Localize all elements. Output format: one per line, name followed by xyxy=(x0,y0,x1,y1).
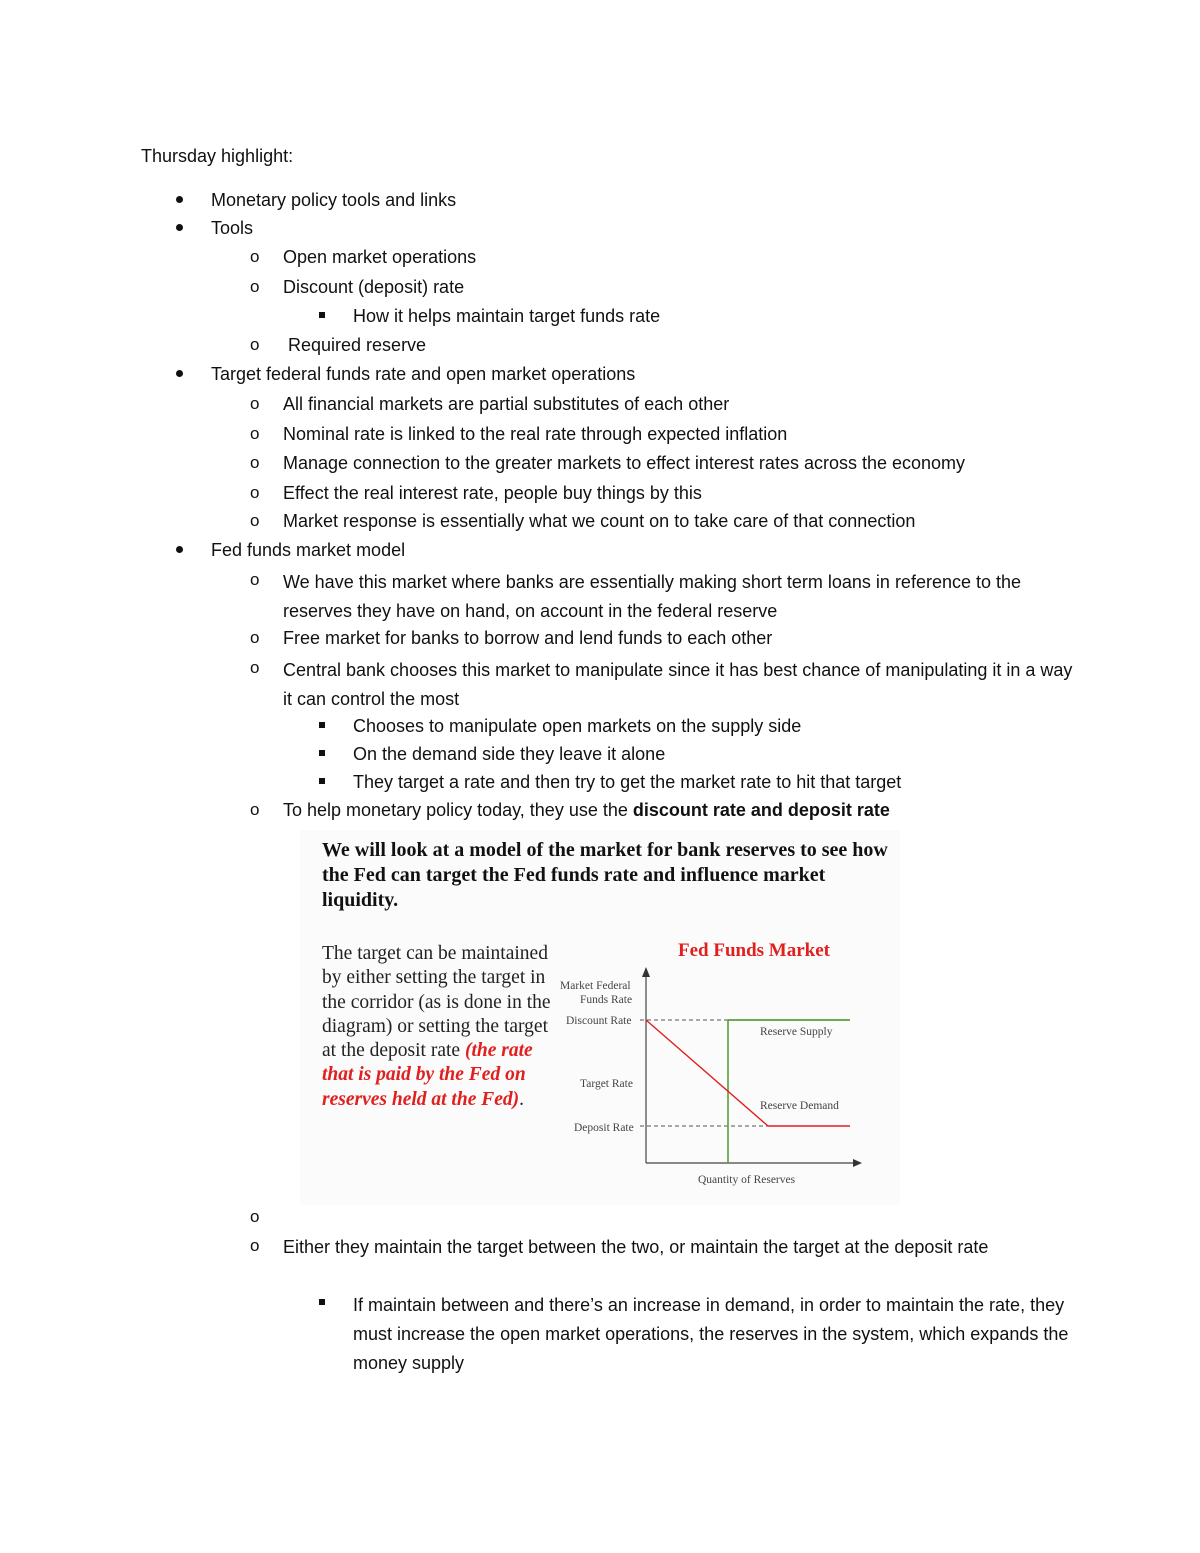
list-item: We have this market where banks are essentially making short term loans in reference to the reserves they have on hand, on account in the federal reserve xyxy=(283,572,1022,621)
list-item: All financial markets are partial substitutes of each other xyxy=(283,394,730,414)
bullet-icon xyxy=(176,196,183,203)
bullet-icon xyxy=(319,778,325,784)
x-axis-label: Quantity of Reserves xyxy=(698,1174,796,1186)
list-item: Either they maintain the target between the two, or maintain the target at the deposit rate xyxy=(283,1237,989,1257)
list-item: If maintain between and there’s an increase in demand, in order to maintain the rate, they must increase the open market operations, the reserves in the system, which expands the money supply xyxy=(353,1295,1069,1373)
bullet-icon: o xyxy=(250,570,260,589)
list-item: Free market for banks to borrow and lend funds to each other xyxy=(283,628,773,648)
bullet-icon: o xyxy=(250,277,260,296)
bullet-icon xyxy=(176,546,183,553)
list-item: On the demand side they leave it alone xyxy=(353,744,666,764)
figure-body-text xyxy=(322,942,557,1112)
target-rate-label: Target Rate xyxy=(580,1078,633,1090)
bullet-icon xyxy=(176,370,183,377)
list-item xyxy=(283,798,890,822)
bullet-icon xyxy=(319,750,325,756)
list-item: Central bank chooses this market to manipulate since it has best chance of manipulating it in a way it can control the most xyxy=(283,660,1073,709)
figure-body-plain: The target can be maintained by either setting the target in the corridor (as is done in the diagram) or setting the target at the deposit rate xyxy=(322,943,551,1062)
reserve-demand-label: Reserve Demand xyxy=(760,1100,839,1112)
x-axis-arrow-icon xyxy=(853,1159,862,1167)
bullet-icon: o xyxy=(250,800,260,819)
page-heading: Thursday highlight: xyxy=(141,146,294,166)
list-item: They target a rate and then try to get the market rate to hit that target xyxy=(353,772,902,792)
bullet-icon xyxy=(319,312,325,318)
bullet-icon: o xyxy=(250,658,260,677)
list-item: Monetary policy tools and links xyxy=(211,190,457,210)
y-axis-arrow-icon xyxy=(642,967,650,977)
list-item: Required reserve xyxy=(288,335,427,355)
list-item-text: To help monetary policy today, they use the xyxy=(283,800,633,820)
bullet-icon xyxy=(319,1299,325,1305)
bullet-icon: o xyxy=(250,453,260,472)
list-item: Chooses to manipulate open markets on the supply side xyxy=(353,716,802,736)
list-item: Open market operations xyxy=(283,247,477,267)
bullet-icon: o xyxy=(250,1236,260,1255)
figure-heading: We will look at a model of the market for bank reserves to see how the Fed can target the Fed funds rate and influence market liquidity. xyxy=(322,839,888,911)
bullet-icon: o xyxy=(250,1207,260,1226)
y-axis-label-line2: Funds Rate xyxy=(580,994,633,1006)
bullet-icon: o xyxy=(250,511,260,530)
list-item: Target federal funds rate and open market operations xyxy=(211,364,636,384)
reserve-supply-label: Reserve Supply xyxy=(760,1026,833,1038)
bullet-icon: o xyxy=(250,247,260,266)
list-item: Fed funds market model xyxy=(211,540,406,560)
bullet-icon: o xyxy=(250,394,260,413)
list-item: How it helps maintain target funds rate xyxy=(353,306,661,326)
list-item: Effect the real interest rate, people buy things by this xyxy=(283,483,702,503)
bullet-icon: o xyxy=(250,628,260,647)
bullet-icon: o xyxy=(250,424,260,443)
list-item: Discount (deposit) rate xyxy=(283,277,465,297)
list-item-bold-text: discount rate and deposit rate xyxy=(632,800,890,820)
list-item: Market response is essentially what we count on to take care of that connection xyxy=(283,511,916,531)
list-item: Tools xyxy=(211,218,254,238)
bullet-icon: o xyxy=(250,335,260,354)
bullet-icon xyxy=(319,722,325,728)
figure-body-end: . xyxy=(519,1088,525,1110)
fed-funds-chart xyxy=(550,965,870,1195)
y-axis-label-line1: Market Federal xyxy=(560,980,631,992)
list-item: Nominal rate is linked to the real rate through expected inflation xyxy=(283,424,788,444)
figure-body-red: (the rate that is paid by the Fed on reserves held at the Fed) xyxy=(322,1040,533,1110)
bullet-icon xyxy=(176,224,183,231)
fed-funds-figure xyxy=(300,830,900,1205)
reserve-demand-slope xyxy=(646,1020,768,1126)
bullet-icon: o xyxy=(250,483,260,502)
list-item: Manage connection to the greater markets to effect interest rates across the economy xyxy=(283,453,966,473)
deposit-rate-label: Deposit Rate xyxy=(574,1122,634,1134)
discount-rate-label: Discount Rate xyxy=(566,1015,632,1027)
chart-title: Fed Funds Market xyxy=(678,940,830,961)
